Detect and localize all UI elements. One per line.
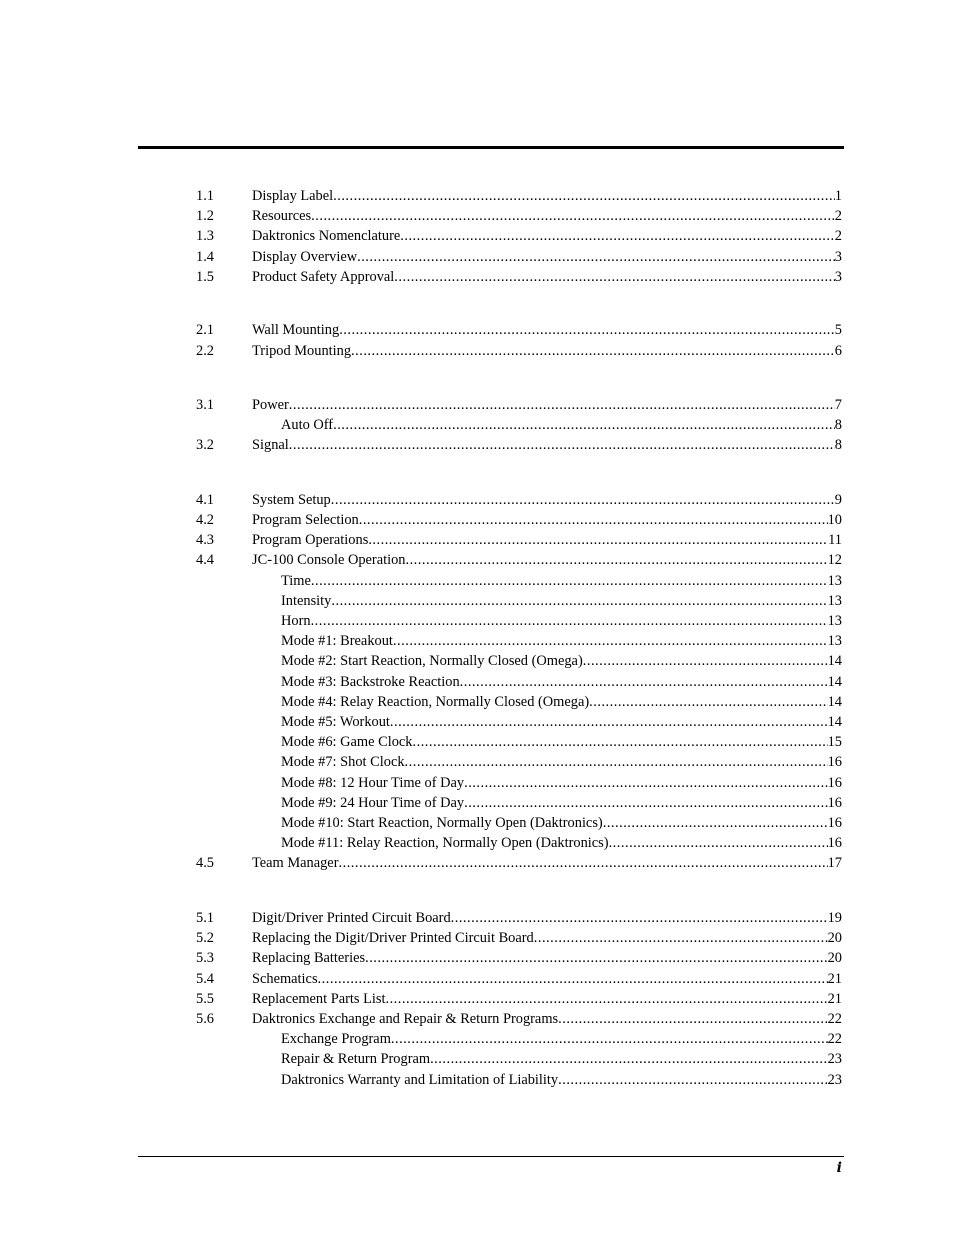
toc-entry-line [281, 415, 842, 435]
toc-entry-line [252, 1009, 842, 1029]
toc-title: Mode #7: Shot Clock [281, 754, 405, 770]
toc-title: Product Safety Approval [252, 269, 395, 285]
toc-leader-dots [289, 435, 835, 455]
toc-title: Daktronics Warranty and Limitation of Liability [281, 1072, 559, 1088]
toc-entry[interactable] [0, 969, 954, 989]
toc-entry-line [252, 490, 842, 510]
toc-page-number: 21 [827, 971, 842, 987]
toc-entry[interactable] [0, 1029, 954, 1049]
toc-entry-line [252, 853, 842, 873]
toc-title: Daktronics Nomenclature [252, 228, 401, 244]
toc-entry[interactable] [0, 226, 954, 246]
toc-entry[interactable] [0, 732, 954, 752]
toc-leader-dots [390, 712, 828, 732]
toc-entry[interactable] [0, 692, 954, 712]
toc-title: Mode #5: Workout [281, 714, 390, 730]
toc-entry[interactable] [0, 550, 954, 570]
toc-entry[interactable] [0, 267, 954, 287]
toc-section-number: 1.2 [196, 208, 214, 224]
toc-entry[interactable] [0, 1009, 954, 1029]
toc-entry-line [252, 226, 842, 246]
toc-title: Tripod Mounting [252, 343, 352, 359]
toc-page-number: 13 [827, 593, 842, 609]
toc-leader-dots [311, 611, 828, 631]
toc-leader-dots [583, 651, 828, 671]
toc-leader-dots [359, 510, 828, 530]
toc-entry[interactable] [0, 247, 954, 267]
toc-page-number: 13 [827, 573, 842, 589]
toc-title: Daktronics Exchange and Repair & Return Programs [252, 1011, 559, 1027]
toc-entry[interactable] [0, 341, 954, 361]
toc-title: Display Overview [252, 249, 358, 265]
toc-leader-dots [589, 692, 827, 712]
toc-section-number: 2.1 [196, 322, 214, 338]
toc-title: Replacement Parts List [252, 991, 386, 1007]
toc-entry-line [281, 833, 842, 853]
toc-leader-dots [351, 341, 835, 361]
toc-page-number: 23 [827, 1051, 842, 1067]
toc-entry-line [281, 793, 842, 813]
toc-section-number: 5.1 [196, 910, 214, 926]
toc-leader-dots [460, 672, 828, 692]
toc-leader-dots [394, 267, 835, 287]
toc-leader-dots [385, 989, 827, 1009]
toc-entry-line [281, 591, 842, 611]
toc-leader-dots [331, 490, 835, 510]
toc-entry-line [252, 530, 842, 550]
toc-title: Mode #11: Relay Reaction, Normally Open (Daktronics) [281, 835, 609, 851]
toc-entry[interactable] [0, 530, 954, 550]
toc-leader-dots [393, 631, 828, 651]
toc-leader-dots [413, 732, 828, 752]
toc-entry[interactable] [0, 948, 954, 968]
toc-page-number: 21 [827, 991, 842, 1007]
toc-leader-dots [430, 1049, 828, 1069]
toc-leader-dots [558, 1070, 827, 1090]
toc-page-number: 22 [827, 1011, 842, 1027]
toc-entry-line [252, 550, 842, 570]
toc-entry-line [252, 395, 842, 415]
toc-leader-dots [400, 226, 835, 246]
toc-entry[interactable] [0, 490, 954, 510]
toc-page-number: 17 [827, 855, 842, 871]
toc-entry-line [252, 908, 842, 928]
toc-title: Program Operations [252, 532, 369, 548]
toc-leader-dots [289, 395, 835, 415]
toc-title: Mode #1: Breakout [281, 633, 393, 649]
toc-section-number: 5.2 [196, 930, 214, 946]
toc-title: Signal [252, 437, 289, 453]
toc-leader-dots [609, 833, 828, 853]
toc-entry[interactable] [0, 1070, 954, 1090]
toc-entry[interactable] [0, 206, 954, 226]
toc-section-number: 5.4 [196, 971, 214, 987]
toc-page-number: 20 [827, 950, 842, 966]
toc-section-number: 5.5 [196, 991, 214, 1007]
toc-entry-line [252, 206, 842, 226]
toc-entry[interactable] [0, 813, 954, 833]
toc-entry[interactable] [0, 853, 954, 873]
toc-leader-dots [603, 813, 828, 833]
toc-section-number: 4.5 [196, 855, 214, 871]
toc-page-number: 6 [834, 343, 842, 359]
toc-entry-line [281, 752, 842, 772]
toc-title: Power [252, 397, 289, 413]
toc-section-number: 1.1 [196, 188, 214, 204]
toc-title: Schematics [252, 971, 318, 987]
toc-title: Mode #8: 12 Hour Time of Day [281, 775, 465, 791]
toc-leader-dots [318, 969, 828, 989]
toc-entry-line [281, 732, 842, 752]
toc-entry[interactable] [0, 752, 954, 772]
toc-title: Replacing Batteries [252, 950, 366, 966]
toc-title: Mode #10: Start Reaction, Normally Open (Daktronics) [281, 815, 603, 831]
toc-section-number: 3.2 [196, 437, 214, 453]
toc-title: Exchange Program [281, 1031, 391, 1047]
toc-title: Mode #2: Start Reaction, Normally Closed (Omega) [281, 653, 583, 669]
toc-title: Team Manager [252, 855, 339, 871]
toc-leader-dots [405, 550, 827, 570]
toc-section-number: 4.4 [196, 552, 214, 568]
toc-section-number: 1.5 [196, 269, 214, 285]
toc-page-number: 23 [827, 1072, 842, 1088]
toc-entry-line [252, 510, 842, 530]
toc-page-number: 10 [827, 512, 842, 528]
toc-page-number: 13 [827, 633, 842, 649]
toc-leader-dots [311, 571, 828, 591]
toc-title: Digit/Driver Printed Circuit Board [252, 910, 451, 926]
toc-entry[interactable] [0, 773, 954, 793]
toc-entry-line [252, 928, 842, 948]
toc-entry-line [252, 341, 842, 361]
toc-section-number: 4.2 [196, 512, 214, 528]
toc-page-number: 7 [834, 397, 842, 413]
toc-leader-dots [333, 415, 835, 435]
toc-entry[interactable] [0, 631, 954, 651]
toc-entry-line [281, 813, 842, 833]
toc-entry[interactable] [0, 320, 954, 340]
toc-entry-line [281, 1070, 842, 1090]
toc-leader-dots [357, 247, 835, 267]
toc-entry-line [281, 692, 842, 712]
toc-entry-line [252, 320, 842, 340]
toc-leader-dots [368, 530, 828, 550]
toc-entry[interactable] [0, 395, 954, 415]
toc-title: Display Label [252, 188, 334, 204]
toc-entry[interactable] [0, 651, 954, 671]
toc-section-number: 1.4 [196, 249, 214, 265]
toc-entry-line [281, 651, 842, 671]
toc-entry-line [252, 989, 842, 1009]
toc-section-number: 4.1 [196, 492, 214, 508]
toc-title: System Setup [252, 492, 331, 508]
toc-entry[interactable] [0, 908, 954, 928]
toc-page-number: 2 [834, 208, 842, 224]
toc-entry-line [281, 672, 842, 692]
toc-title: JC-100 Console Operation [252, 552, 406, 568]
toc-page-number: 14 [827, 694, 842, 710]
toc-title: Replacing the Digit/Driver Printed Circuit Board [252, 930, 534, 946]
toc-entry[interactable] [0, 611, 954, 631]
toc-section-number: 5.3 [196, 950, 214, 966]
toc-page-number: 16 [827, 775, 842, 791]
toc-page-number: 14 [827, 653, 842, 669]
toc-entry-line [281, 773, 842, 793]
toc-title: Resources [252, 208, 312, 224]
toc-leader-dots [464, 793, 828, 813]
toc-entry-line [252, 267, 842, 287]
toc-title: Wall Mounting [252, 322, 340, 338]
header-rule [138, 146, 844, 149]
toc-leader-dots [451, 908, 828, 928]
page-number: i [836, 1160, 842, 1176]
toc-leader-dots [558, 1009, 827, 1029]
toc-page-number: 16 [827, 815, 842, 831]
footer-rule [138, 1156, 844, 1157]
toc-page-number: 19 [827, 910, 842, 926]
toc-leader-dots [311, 206, 835, 226]
toc-title: Intensity [281, 593, 332, 609]
toc-entry-line [281, 1029, 842, 1049]
toc-page-number: 2 [834, 228, 842, 244]
toc-entry[interactable] [0, 928, 954, 948]
toc-leader-dots [365, 948, 828, 968]
toc-page-number: 15 [827, 734, 842, 750]
toc-leader-dots [339, 320, 835, 340]
toc-entry-line [252, 969, 842, 989]
toc-section-number: 3.1 [196, 397, 214, 413]
toc-entry[interactable] [0, 435, 954, 455]
toc-entry[interactable] [0, 672, 954, 692]
toc-entry[interactable] [0, 186, 954, 206]
toc-entry[interactable] [0, 833, 954, 853]
toc-page-number: 5 [834, 322, 842, 338]
toc-entry-line [281, 571, 842, 591]
toc-leader-dots [331, 591, 827, 611]
toc-title: Mode #6: Game Clock [281, 734, 413, 750]
toc-entry[interactable] [0, 571, 954, 591]
toc-entry[interactable] [0, 989, 954, 1009]
toc-entry-line [252, 948, 842, 968]
toc-page-number: 16 [827, 795, 842, 811]
toc-entry[interactable] [0, 793, 954, 813]
toc-title: Program Selection [252, 512, 359, 528]
toc-section-number: 2.2 [196, 343, 214, 359]
toc-entry[interactable] [0, 415, 954, 435]
toc-leader-dots [534, 928, 828, 948]
toc-entry-line [281, 1049, 842, 1069]
toc-page-number: 8 [834, 437, 842, 453]
toc-page-number: 8 [834, 417, 842, 433]
toc-page-number: 14 [827, 674, 842, 690]
toc-entry[interactable] [0, 510, 954, 530]
toc-title: Mode #9: 24 Hour Time of Day [281, 795, 465, 811]
toc-page-number: 12 [827, 552, 842, 568]
toc-section-number: 1.3 [196, 228, 214, 244]
toc-section-number: 5.6 [196, 1011, 214, 1027]
toc-title: Auto Off [281, 417, 334, 433]
toc-entry-line [252, 435, 842, 455]
toc-leader-dots [391, 1029, 828, 1049]
toc-page-number: 11 [828, 532, 842, 548]
toc-entry[interactable] [0, 712, 954, 732]
toc-leader-dots [339, 853, 828, 873]
toc-entry[interactable] [0, 1049, 954, 1069]
toc-page-number: 20 [827, 930, 842, 946]
toc-entry[interactable] [0, 591, 954, 611]
toc-title: Repair & Return Program [281, 1051, 431, 1067]
toc-title: Time [281, 573, 311, 589]
toc-leader-dots [405, 752, 828, 772]
toc-entry-line [281, 611, 842, 631]
toc-entry-line [281, 631, 842, 651]
toc-page-number: 9 [834, 492, 842, 508]
toc-entry-line [252, 186, 842, 206]
toc-leader-dots [333, 186, 835, 206]
toc-page-number: 16 [827, 835, 842, 851]
toc-title: Mode #3: Backstroke Reaction [281, 674, 460, 690]
toc-page-number: 3 [834, 249, 842, 265]
toc-title: Mode #4: Relay Reaction, Normally Closed (Omega) [281, 694, 590, 710]
toc-page-number: 1 [834, 188, 842, 204]
toc-leader-dots [464, 773, 828, 793]
toc-section-number: 4.3 [196, 532, 214, 548]
toc-entry-line [281, 712, 842, 732]
toc-page-number: 14 [827, 714, 842, 730]
toc-page-number: 3 [834, 269, 842, 285]
toc-page-number: 13 [827, 613, 842, 629]
toc-title: Horn [281, 613, 311, 629]
toc-page-number: 22 [827, 1031, 842, 1047]
toc-entry-line [252, 247, 842, 267]
toc-page-number: 16 [827, 754, 842, 770]
